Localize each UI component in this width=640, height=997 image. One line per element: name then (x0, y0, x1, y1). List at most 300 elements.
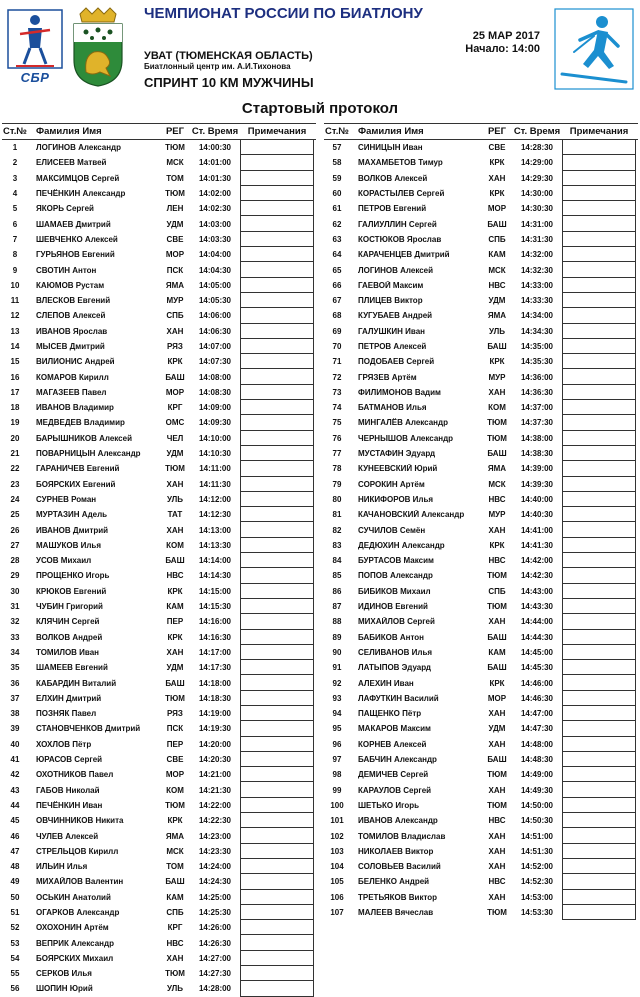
region-cell: ЧЕЛ (166, 433, 184, 443)
table-row (2, 859, 316, 874)
notes-cell (562, 645, 636, 660)
athlete-name-cell: СОЛОВЬЕВ Василий (358, 862, 441, 872)
table-body (2, 140, 316, 997)
table-row (324, 461, 638, 476)
notes-cell (562, 400, 636, 415)
start-time-cell: 14:49:00 (520, 770, 554, 780)
table-row (324, 415, 638, 430)
region-cell: ОМС (165, 418, 185, 428)
region-cell: ПСК (166, 724, 184, 734)
athlete-name-cell: ОХОТНИКОВ Павел (36, 770, 114, 780)
athlete-name-cell: ГАЕВОЙ Максим (358, 280, 424, 290)
event-venue: Биатлонный центр им. А.И.Тихонова (144, 62, 291, 71)
start-time-cell: 14:48:00 (520, 739, 554, 749)
sbr-logo-text: СБР (20, 70, 50, 85)
start-time-cell: 14:51:30 (520, 846, 554, 856)
notes-cell (562, 171, 636, 186)
start-number-cell: 84 (332, 556, 342, 566)
notes-cell (562, 844, 636, 859)
championship-title: ЧЕМПИОНАТ РОССИИ ПО БИАТЛОНУ (144, 5, 423, 22)
start-number-cell: 26 (10, 525, 20, 535)
athlete-name-cell: КАЮМОВ Рустам (36, 280, 105, 290)
table-row (324, 737, 638, 752)
notes-cell (562, 660, 636, 675)
notes-cell (240, 660, 314, 675)
notes-cell (562, 813, 636, 828)
region-cell: ХАН (166, 525, 184, 535)
notes-cell (240, 385, 314, 400)
athlete-name-cell: КОМАРОВ Кирилл (36, 372, 109, 382)
table-row (324, 599, 638, 614)
athlete-name-cell: МИНГАЛЁВ Александр (358, 418, 448, 428)
start-time-cell: 14:52:30 (520, 877, 554, 887)
region-cell: СВЕ (166, 755, 184, 765)
region-cell: МОР (165, 387, 185, 397)
athlete-name-cell: БАТМАНОВ Илья (358, 403, 427, 413)
start-number-cell: 13 (10, 326, 20, 336)
start-time-cell: 14:05:00 (198, 280, 232, 290)
region-cell: БАШ (487, 219, 507, 229)
region-cell: УЛЬ (166, 984, 184, 994)
table-row (2, 630, 316, 645)
notes-cell (562, 324, 636, 339)
start-number-cell: 73 (332, 387, 342, 397)
region-cell: ПСК (166, 265, 184, 275)
header-start-number: Ст.№ (3, 126, 27, 137)
start-time-cell: 14:16:30 (198, 632, 232, 642)
start-number-cell: 41 (10, 755, 20, 765)
start-time-cell: 14:31:30 (520, 234, 554, 244)
start-time-cell: 14:30:00 (520, 189, 554, 199)
region-cell: ТЮМ (487, 433, 507, 443)
table-row (324, 155, 638, 170)
start-time-cell: 14:06:00 (198, 311, 232, 321)
athlete-name-cell: СЕЛИВАНОВ Илья (358, 647, 433, 657)
athlete-name-cell: ИЛЬИН Илья (36, 862, 88, 872)
region-cell: КРГ (167, 923, 183, 933)
region-cell: ТЮМ (487, 571, 507, 581)
athlete-name-cell: ПЕЧЁНКИН Иван (36, 800, 103, 810)
athlete-name-cell: КЛЯЧИН Сергей (36, 617, 100, 627)
table-row (2, 369, 316, 384)
start-number-cell: 4 (12, 189, 18, 199)
region-cell: УДМ (166, 663, 184, 673)
start-time-cell: 14:19:00 (198, 709, 232, 719)
table-row (2, 293, 316, 308)
start-number-cell: 107 (330, 907, 344, 917)
start-time-cell: 14:26:30 (198, 938, 232, 948)
start-number-cell: 36 (10, 678, 20, 688)
start-time-cell: 14:02:30 (198, 204, 232, 214)
athlete-name-cell: СИНИЦЫН Иван (358, 143, 423, 153)
start-time-cell: 14:21:30 (198, 785, 232, 795)
start-time-cell: 14:17:30 (198, 663, 232, 673)
athlete-name-cell: БУРТАСОВ Максим (358, 556, 434, 566)
notes-cell (562, 216, 636, 231)
header-notes: Примечания (247, 126, 307, 137)
athlete-name-cell: МАШУКОВ Илья (36, 540, 101, 550)
header-name: Фамилия Имя (358, 126, 424, 137)
table-row (324, 492, 638, 507)
athlete-name-cell: БАБИКОВ Антон (358, 632, 424, 642)
notes-cell (240, 400, 314, 415)
start-time-cell: 14:24:00 (198, 862, 232, 872)
table-row (2, 308, 316, 323)
region-cell: СВЕ (488, 143, 506, 153)
athlete-name-cell: СОРОКИН Артём (358, 479, 425, 489)
notes-cell (240, 339, 314, 354)
notes-cell (562, 859, 636, 874)
table-row (2, 660, 316, 675)
start-number-cell: 42 (10, 770, 20, 780)
region-cell: КОМ (488, 403, 506, 413)
start-number-cell: 98 (332, 770, 342, 780)
athlete-name-cell: СТРЕЛЬЦОВ Кирилл (36, 846, 119, 856)
start-number-cell: 6 (12, 219, 18, 229)
athlete-name-cell: ЯКОРЬ Сергей (36, 204, 94, 214)
start-time-cell: 14:33:30 (520, 296, 554, 306)
athlete-name-cell: ПОЗНЯК Павел (36, 709, 97, 719)
athlete-name-cell: ОСЬКИН Анатолий (36, 892, 111, 902)
start-number-cell: 104 (330, 862, 344, 872)
athlete-name-cell: СВОТИН Антон (36, 265, 97, 275)
table-row (324, 186, 638, 201)
start-time-cell: 14:38:00 (520, 433, 554, 443)
region-cell: ХАН (488, 739, 506, 749)
notes-cell (562, 828, 636, 843)
athlete-name-cell: КУНЕЕВСКИЙ Юрий (358, 464, 438, 474)
table-row (2, 568, 316, 583)
table-row (324, 262, 638, 277)
start-time-cell: 14:50:30 (520, 816, 554, 826)
start-time-cell: 14:52:00 (520, 862, 554, 872)
region-cell: КОМ (166, 785, 184, 795)
athlete-name-cell: ЧУБИН Григорий (36, 602, 103, 612)
table-row (324, 584, 638, 599)
region-cell: ТЮМ (165, 143, 185, 153)
athlete-name-cell: ЧУЛЕВ Алексей (36, 831, 99, 841)
athlete-name-cell: КОСТЮКОВ Ярослав (358, 234, 442, 244)
start-number-cell: 45 (10, 816, 20, 826)
region-cell: КРК (489, 189, 505, 199)
start-time-cell: 14:09:30 (198, 418, 232, 428)
table-row (2, 935, 316, 950)
table-row (324, 630, 638, 645)
start-number-cell: 19 (10, 418, 20, 428)
athlete-name-cell: КАРАЧЕНЦЕВ Дмитрий (358, 250, 450, 260)
start-time-cell: 14:51:00 (520, 831, 554, 841)
notes-cell (562, 568, 636, 583)
region-cell: ХАН (488, 892, 506, 902)
notes-cell (240, 324, 314, 339)
start-time-cell: 14:11:30 (199, 479, 231, 489)
start-list-left-column (2, 123, 316, 997)
table-row (324, 278, 638, 293)
athlete-name-cell: ТОМИЛОВ Иван (36, 647, 100, 657)
region-cell: ХАН (488, 387, 506, 397)
athlete-name-cell: БАРЫШНИКОВ Алексей (36, 433, 132, 443)
region-cell: ХАН (488, 785, 506, 795)
notes-cell (240, 278, 314, 293)
notes-cell (562, 752, 636, 767)
start-number-cell: 83 (332, 540, 342, 550)
table-row (2, 538, 316, 553)
notes-cell (240, 920, 314, 935)
athlete-name-cell: ЧЕРНЫШОВ Александр (358, 433, 454, 443)
region-cell: УДМ (166, 449, 184, 459)
notes-cell (240, 354, 314, 369)
athlete-name-cell: ИВАНОВ Дмитрий (36, 525, 109, 535)
start-time-cell: 14:20:30 (198, 755, 232, 765)
biathlon-pictogram (554, 8, 634, 90)
start-number-cell: 8 (12, 250, 18, 260)
start-time-cell: 14:18:30 (198, 693, 232, 703)
table-row (2, 339, 316, 354)
athlete-name-cell: БОЯРСКИХ Михаил (36, 953, 114, 963)
region-cell: МСК (488, 265, 506, 275)
document-subtitle: Стартовый протокол (241, 100, 399, 117)
notes-cell (562, 431, 636, 446)
athlete-name-cell: ОХОХОНИН Артём (36, 923, 109, 933)
region-cell: УЛЬ (488, 326, 506, 336)
region-cell: ХАН (488, 862, 506, 872)
athlete-name-cell: УСОВ Михаил (36, 556, 92, 566)
start-number-cell: 64 (332, 250, 342, 260)
athlete-name-cell: ДЕДЮХИН Александр (358, 540, 445, 550)
athlete-name-cell: ШАМЕЕВ Евгений (36, 663, 108, 673)
start-time-cell: 14:06:30 (198, 326, 232, 336)
region-cell: СВЕ (166, 234, 184, 244)
region-cell: ТОМ (166, 173, 184, 183)
start-number-cell: 82 (332, 525, 342, 535)
notes-cell (562, 492, 636, 507)
notes-cell (240, 446, 314, 461)
region-cell: БАШ (165, 372, 185, 382)
table-row (2, 966, 316, 981)
table-row (2, 324, 316, 339)
table-row (324, 216, 638, 231)
notes-cell (562, 293, 636, 308)
start-number-cell: 28 (10, 556, 20, 566)
notes-cell (562, 706, 636, 721)
table-row (324, 538, 638, 553)
athlete-name-cell: ВОЛКОВ Андрей (36, 632, 103, 642)
start-time-cell: 14:40:00 (520, 494, 554, 504)
region-cell: СПБ (166, 907, 184, 917)
sbr-logo (6, 8, 64, 86)
table-row (2, 385, 316, 400)
start-time-cell: 14:39:00 (520, 464, 554, 474)
table-row (324, 874, 638, 889)
start-number-cell: 88 (332, 617, 342, 627)
start-time-cell: 14:28:00 (198, 984, 232, 994)
region-cell: УДМ (488, 724, 506, 734)
table-row (2, 782, 316, 797)
notes-cell (562, 630, 636, 645)
notes-cell (240, 492, 314, 507)
region-cell: ТЮМ (487, 770, 507, 780)
table-row (324, 706, 638, 721)
header-start-time: Ст. Время (513, 126, 561, 137)
table-header (2, 123, 316, 140)
athlete-name-cell: ВОЛКОВ Алексей (358, 173, 428, 183)
table-row (2, 645, 316, 660)
table-row (2, 706, 316, 721)
table-row (324, 171, 638, 186)
athlete-name-cell: ШЕТЬКО Игорь (358, 800, 420, 810)
notes-cell (240, 905, 314, 920)
notes-cell (240, 721, 314, 736)
table-row (324, 813, 638, 828)
notes-cell (562, 737, 636, 752)
start-time-cell: 14:45:30 (520, 663, 554, 673)
start-number-cell: 30 (10, 586, 20, 596)
notes-cell (240, 691, 314, 706)
region-cell: НВС (166, 938, 184, 948)
notes-cell (562, 890, 636, 905)
start-number-cell: 62 (332, 219, 342, 229)
region-cell: ТЮМ (487, 907, 507, 917)
athlete-name-cell: БАБЧИН Александр (358, 755, 437, 765)
start-number-cell: 101 (330, 816, 344, 826)
start-number-cell: 81 (332, 510, 342, 520)
start-time-cell: 14:24:30 (198, 877, 232, 887)
notes-cell (240, 706, 314, 721)
notes-cell (240, 599, 314, 614)
start-number-cell: 18 (10, 403, 20, 413)
table-row (2, 737, 316, 752)
athlete-name-cell: МУРТАЗИН Адель (36, 510, 108, 520)
start-number-cell: 49 (10, 877, 20, 887)
region-cell: УДМ (488, 296, 506, 306)
notes-cell (562, 905, 636, 920)
start-number-cell: 14 (10, 342, 20, 351)
region-cell: БАШ (487, 632, 507, 642)
athlete-name-cell: ЮРАСОВ Сергей (36, 755, 103, 765)
start-number-cell: 23 (10, 479, 20, 489)
start-number-cell: 39 (10, 724, 20, 734)
athlete-name-cell: ПЕТРОВ Евгений (358, 204, 427, 214)
table-row (2, 675, 316, 690)
notes-cell (240, 431, 314, 446)
start-time-cell: 14:37:00 (520, 403, 554, 413)
start-number-cell: 96 (332, 739, 342, 749)
region-cell: КАМ (488, 647, 506, 657)
start-time-cell: 14:44:00 (520, 617, 554, 627)
athlete-name-cell: МАЛЕЕВ Вячеслав (358, 907, 434, 917)
biathlete-logo-icon (6, 8, 64, 70)
start-number-cell: 34 (10, 647, 20, 657)
table-row (324, 553, 638, 568)
start-time-cell: 14:48:30 (520, 755, 554, 765)
athlete-name-cell: МАХАМБЕТОВ Тимур (358, 158, 443, 168)
region-cell: ПЕР (166, 617, 184, 627)
athlete-name-cell: КОРАСТЫЛЕВ Сергей (358, 189, 445, 199)
notes-cell (240, 798, 314, 813)
start-time-cell: 14:26:00 (198, 923, 232, 933)
region-cell: КРК (489, 357, 505, 367)
start-number-cell: 5 (12, 204, 18, 214)
start-number-cell: 78 (332, 464, 342, 474)
table-body (324, 140, 638, 920)
region-cell: НВС (488, 494, 506, 504)
region-cell: ХАН (166, 953, 184, 963)
start-number-cell: 17 (10, 387, 20, 397)
start-time-cell: 14:47:00 (520, 709, 554, 719)
region-cell: ЯМА (487, 464, 507, 474)
start-number-cell: 100 (330, 800, 344, 810)
table-header (324, 123, 638, 140)
table-row (2, 721, 316, 736)
notes-cell (240, 538, 314, 553)
notes-cell (240, 201, 314, 216)
coat-of-arms-icon (70, 6, 126, 88)
region-cell: МОР (487, 693, 507, 703)
start-time-cell: 14:41:00 (520, 525, 554, 535)
region-cell: БАШ (487, 342, 507, 351)
table-row (2, 431, 316, 446)
table-row (324, 293, 638, 308)
athlete-name-cell: КАЧАНОВСКИЙ Александр (358, 510, 465, 520)
notes-cell (240, 675, 314, 690)
start-number-cell: 32 (10, 617, 20, 627)
notes-cell (562, 767, 636, 782)
start-number-cell: 68 (332, 311, 342, 321)
start-number-cell: 57 (332, 143, 342, 153)
region-cell: ЯМА (165, 831, 185, 841)
start-time-cell: 14:30:30 (520, 204, 554, 214)
table-row (2, 828, 316, 843)
notes-cell (562, 553, 636, 568)
table-row (324, 767, 638, 782)
athlete-name-cell: КАБАРДИН Виталий (36, 678, 117, 688)
region-cell: ТОМ (166, 862, 184, 872)
notes-cell (240, 262, 314, 277)
start-number-cell: 44 (10, 800, 20, 810)
table-row (324, 675, 638, 690)
notes-cell (240, 140, 314, 155)
start-time-cell: 14:39:30 (520, 479, 554, 489)
table-row (324, 354, 638, 369)
start-number-cell: 69 (332, 326, 342, 336)
region-cell: КРК (489, 678, 505, 688)
region-cell: ХАН (166, 647, 184, 657)
athlete-name-cell: ОВЧИННИКОВ Никита (36, 816, 124, 826)
document-header (0, 0, 640, 96)
region-cell: ЯМА (165, 280, 185, 290)
notes-cell (240, 752, 314, 767)
start-time-cell: 14:53:30 (520, 907, 554, 917)
region-cell: ТЮМ (487, 418, 507, 428)
start-number-cell: 52 (10, 923, 20, 933)
athlete-name-cell: БЕЛЕНКО Андрей (358, 877, 430, 887)
athlete-name-cell: НИКИФОРОВ Илья (358, 494, 434, 504)
region-cell: БАШ (487, 449, 507, 459)
start-number-cell: 70 (332, 342, 342, 351)
athlete-name-cell: ШАМАЕВ Дмитрий (36, 219, 111, 229)
start-number-cell: 10 (10, 280, 20, 290)
start-time-cell: 14:19:30 (198, 724, 232, 734)
start-number-cell: 74 (332, 403, 342, 413)
notes-cell (240, 630, 314, 645)
start-time-cell: 14:15:00 (198, 586, 232, 596)
table-row (324, 308, 638, 323)
start-number-cell: 91 (332, 663, 342, 673)
start-time-cell: 14:07:00 (198, 342, 232, 351)
notes-cell (240, 232, 314, 247)
athlete-name-cell: ИВАНОВ Владимир (36, 403, 114, 413)
table-row (324, 859, 638, 874)
